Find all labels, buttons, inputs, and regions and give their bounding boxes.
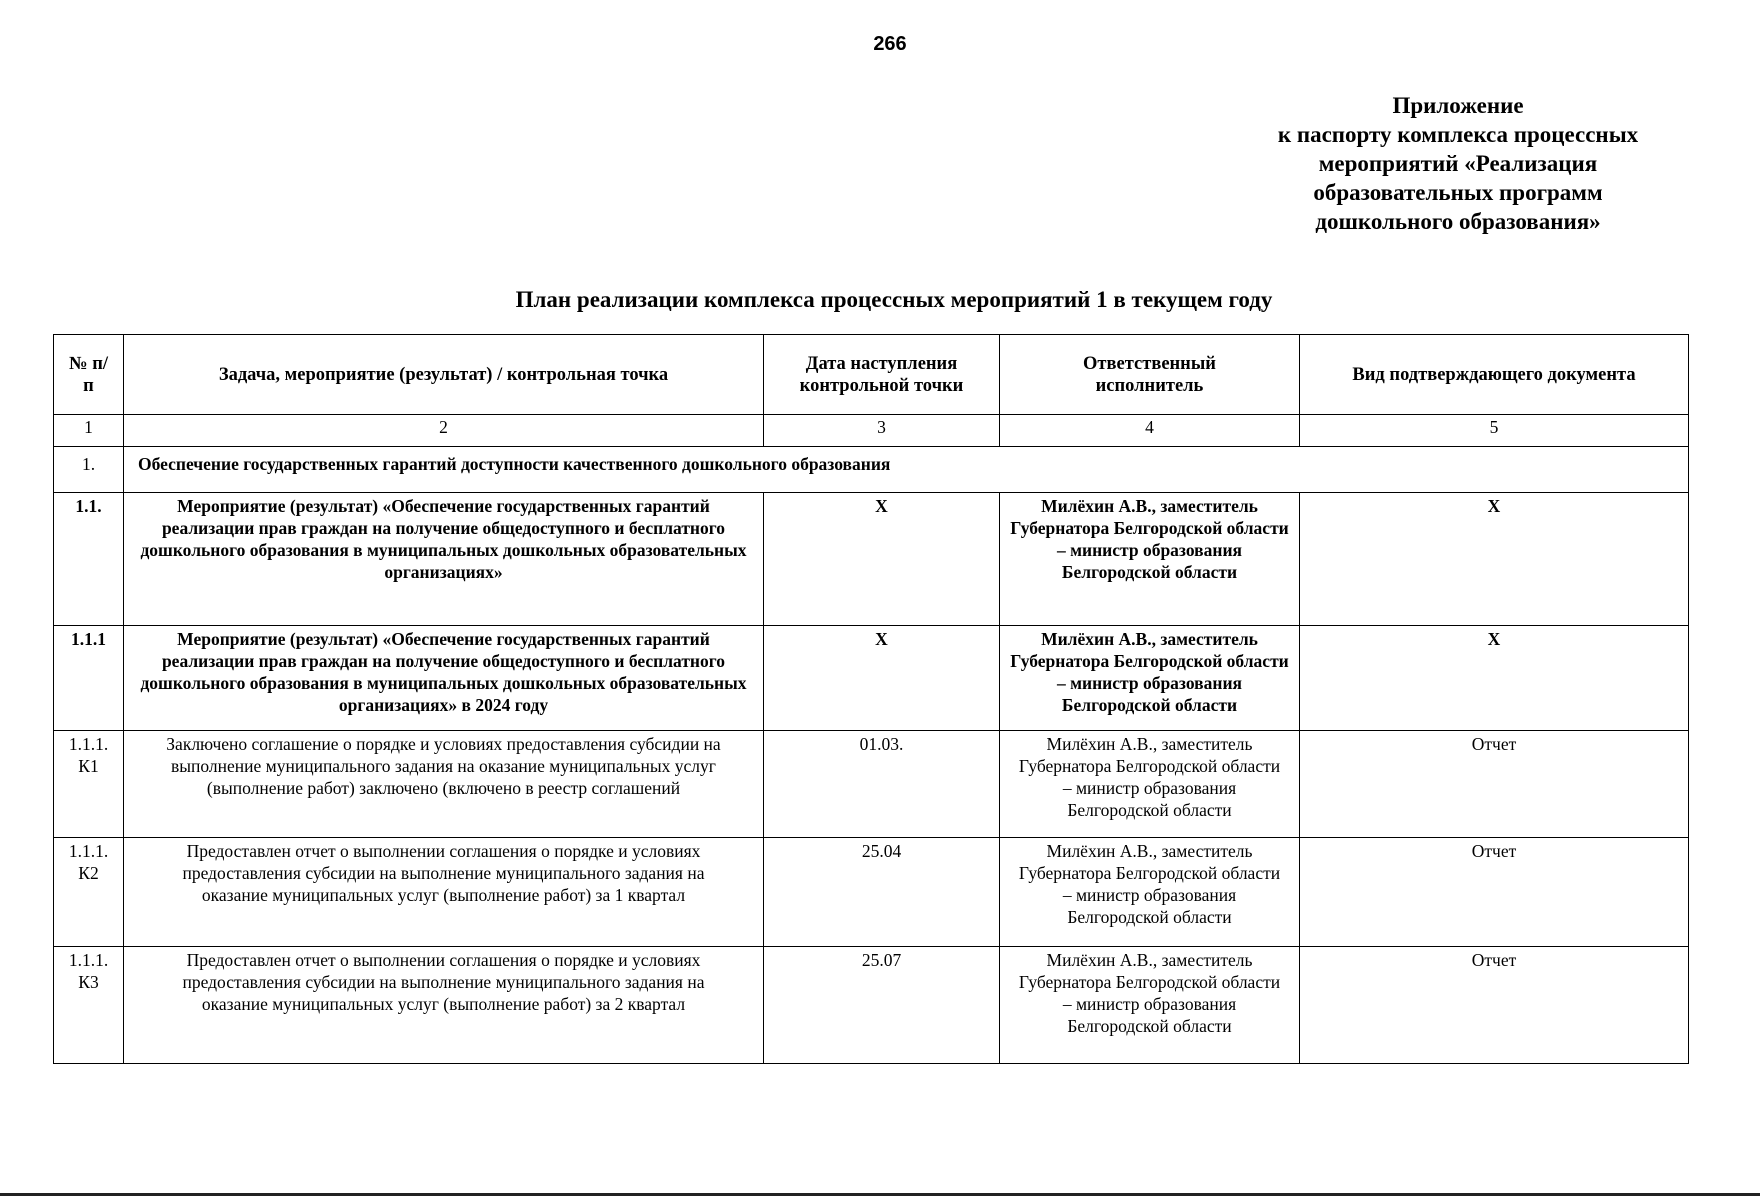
row-task: Предоставлен отчет о выполнении соглашения о порядке и условиях предоставления субсидии на выполнение муниципального задания на оказание муниципальных услуг (выполнение работ) за 2 квартал: [124, 947, 764, 1064]
header-responsible: Ответственный исполнитель: [1000, 335, 1300, 415]
header-date: Дата наступления контрольной точки: [764, 335, 1000, 415]
column-number: 2: [124, 415, 764, 447]
section-number: 1.: [54, 447, 124, 493]
plan-table: [53, 334, 1689, 1064]
header-task: Задача, мероприятие (результат) / контрольная точка: [124, 335, 764, 415]
row-number: 1.1.1. К2: [54, 838, 124, 947]
row-task: Заключено соглашение о порядке и условиях предоставления субсидии на выполнение муниципального задания на оказание муниципальных услуг (выполнение работ) заключено (включено в реестр соглашений: [124, 731, 764, 838]
row-responsible: Милёхин А.В., заместитель Губернатора Белгородской области – министр образования Белгородской области: [1000, 731, 1300, 838]
appendix-line: дошкольного образования»: [1315, 209, 1601, 234]
row-document: Отчет: [1300, 838, 1689, 947]
table-row: [54, 493, 1689, 626]
row-date: 25.04: [764, 838, 1000, 947]
row-task: Мероприятие (результат) «Обеспечение государственных гарантий реализации прав граждан на получение общедоступного и бесплатного дошкольного образования в муниципальных дошкольных образовательных организациях» в 2024 году: [124, 626, 764, 731]
column-number-row: [54, 415, 1689, 447]
table-row: [54, 731, 1689, 838]
appendix-line: образовательных программ: [1313, 180, 1603, 205]
row-date: Х: [764, 493, 1000, 626]
plan-title: План реализации комплекса процессных мероприятий 1 в текущем году: [515, 287, 1273, 312]
row-date: 01.03.: [764, 731, 1000, 838]
column-number: 5: [1300, 415, 1689, 447]
scan-edge-line: [0, 1193, 1760, 1196]
row-responsible: Милёхин А.В., заместитель Губернатора Белгородской области – министр образования Белгородской области: [1000, 947, 1300, 1064]
table-row: [54, 626, 1689, 731]
row-document: Х: [1300, 493, 1689, 626]
row-responsible: Милёхин А.В., заместитель Губернатора Белгородской области – министр образования Белгородской области: [1000, 626, 1300, 731]
row-number: 1.1.1. К3: [54, 947, 124, 1064]
row-task: Мероприятие (результат) «Обеспечение государственных гарантий реализации прав граждан на получение общедоступного и бесплатного дошкольного образования в муниципальных дошкольных образовательных организациях»: [124, 493, 764, 626]
appendix-caption: [1238, 91, 1678, 236]
appendix-line: Приложение: [1392, 93, 1524, 118]
row-document: Отчет: [1300, 947, 1689, 1064]
row-responsible: Милёхин А.В., заместитель Губернатора Белгородской области – министр образования Белгородской области: [1000, 493, 1300, 626]
column-number: 3: [764, 415, 1000, 447]
column-number: 1: [54, 415, 124, 447]
page-number: 266: [873, 33, 907, 55]
table-header-row: [54, 335, 1689, 415]
row-date: 25.07: [764, 947, 1000, 1064]
appendix-line: мероприятий «Реализация: [1318, 151, 1598, 176]
table-row: [54, 838, 1689, 947]
column-number: 4: [1000, 415, 1300, 447]
section-row: [54, 447, 1689, 493]
header-number: № п/п: [54, 335, 124, 415]
row-number: 1.1.1. К1: [54, 731, 124, 838]
row-number: 1.1.1: [54, 626, 124, 731]
header-document: Вид подтверждающего документа: [1300, 335, 1689, 415]
row-number: 1.1.: [54, 493, 124, 626]
section-title: Обеспечение государственных гарантий доступности качественного дошкольного образования: [124, 447, 1689, 493]
row-task: Предоставлен отчет о выполнении соглашения о порядке и условиях предоставления субсидии на выполнение муниципального задания на оказание муниципальных услуг (выполнение работ) за 1 квартал: [124, 838, 764, 947]
row-document: Х: [1300, 626, 1689, 731]
row-responsible: Милёхин А.В., заместитель Губернатора Белгородской области – министр образования Белгородской области: [1000, 838, 1300, 947]
table-row: [54, 947, 1689, 1064]
row-document: Отчет: [1300, 731, 1689, 838]
row-date: Х: [764, 626, 1000, 731]
appendix-line: к паспорту комплекса процессных: [1277, 122, 1639, 147]
